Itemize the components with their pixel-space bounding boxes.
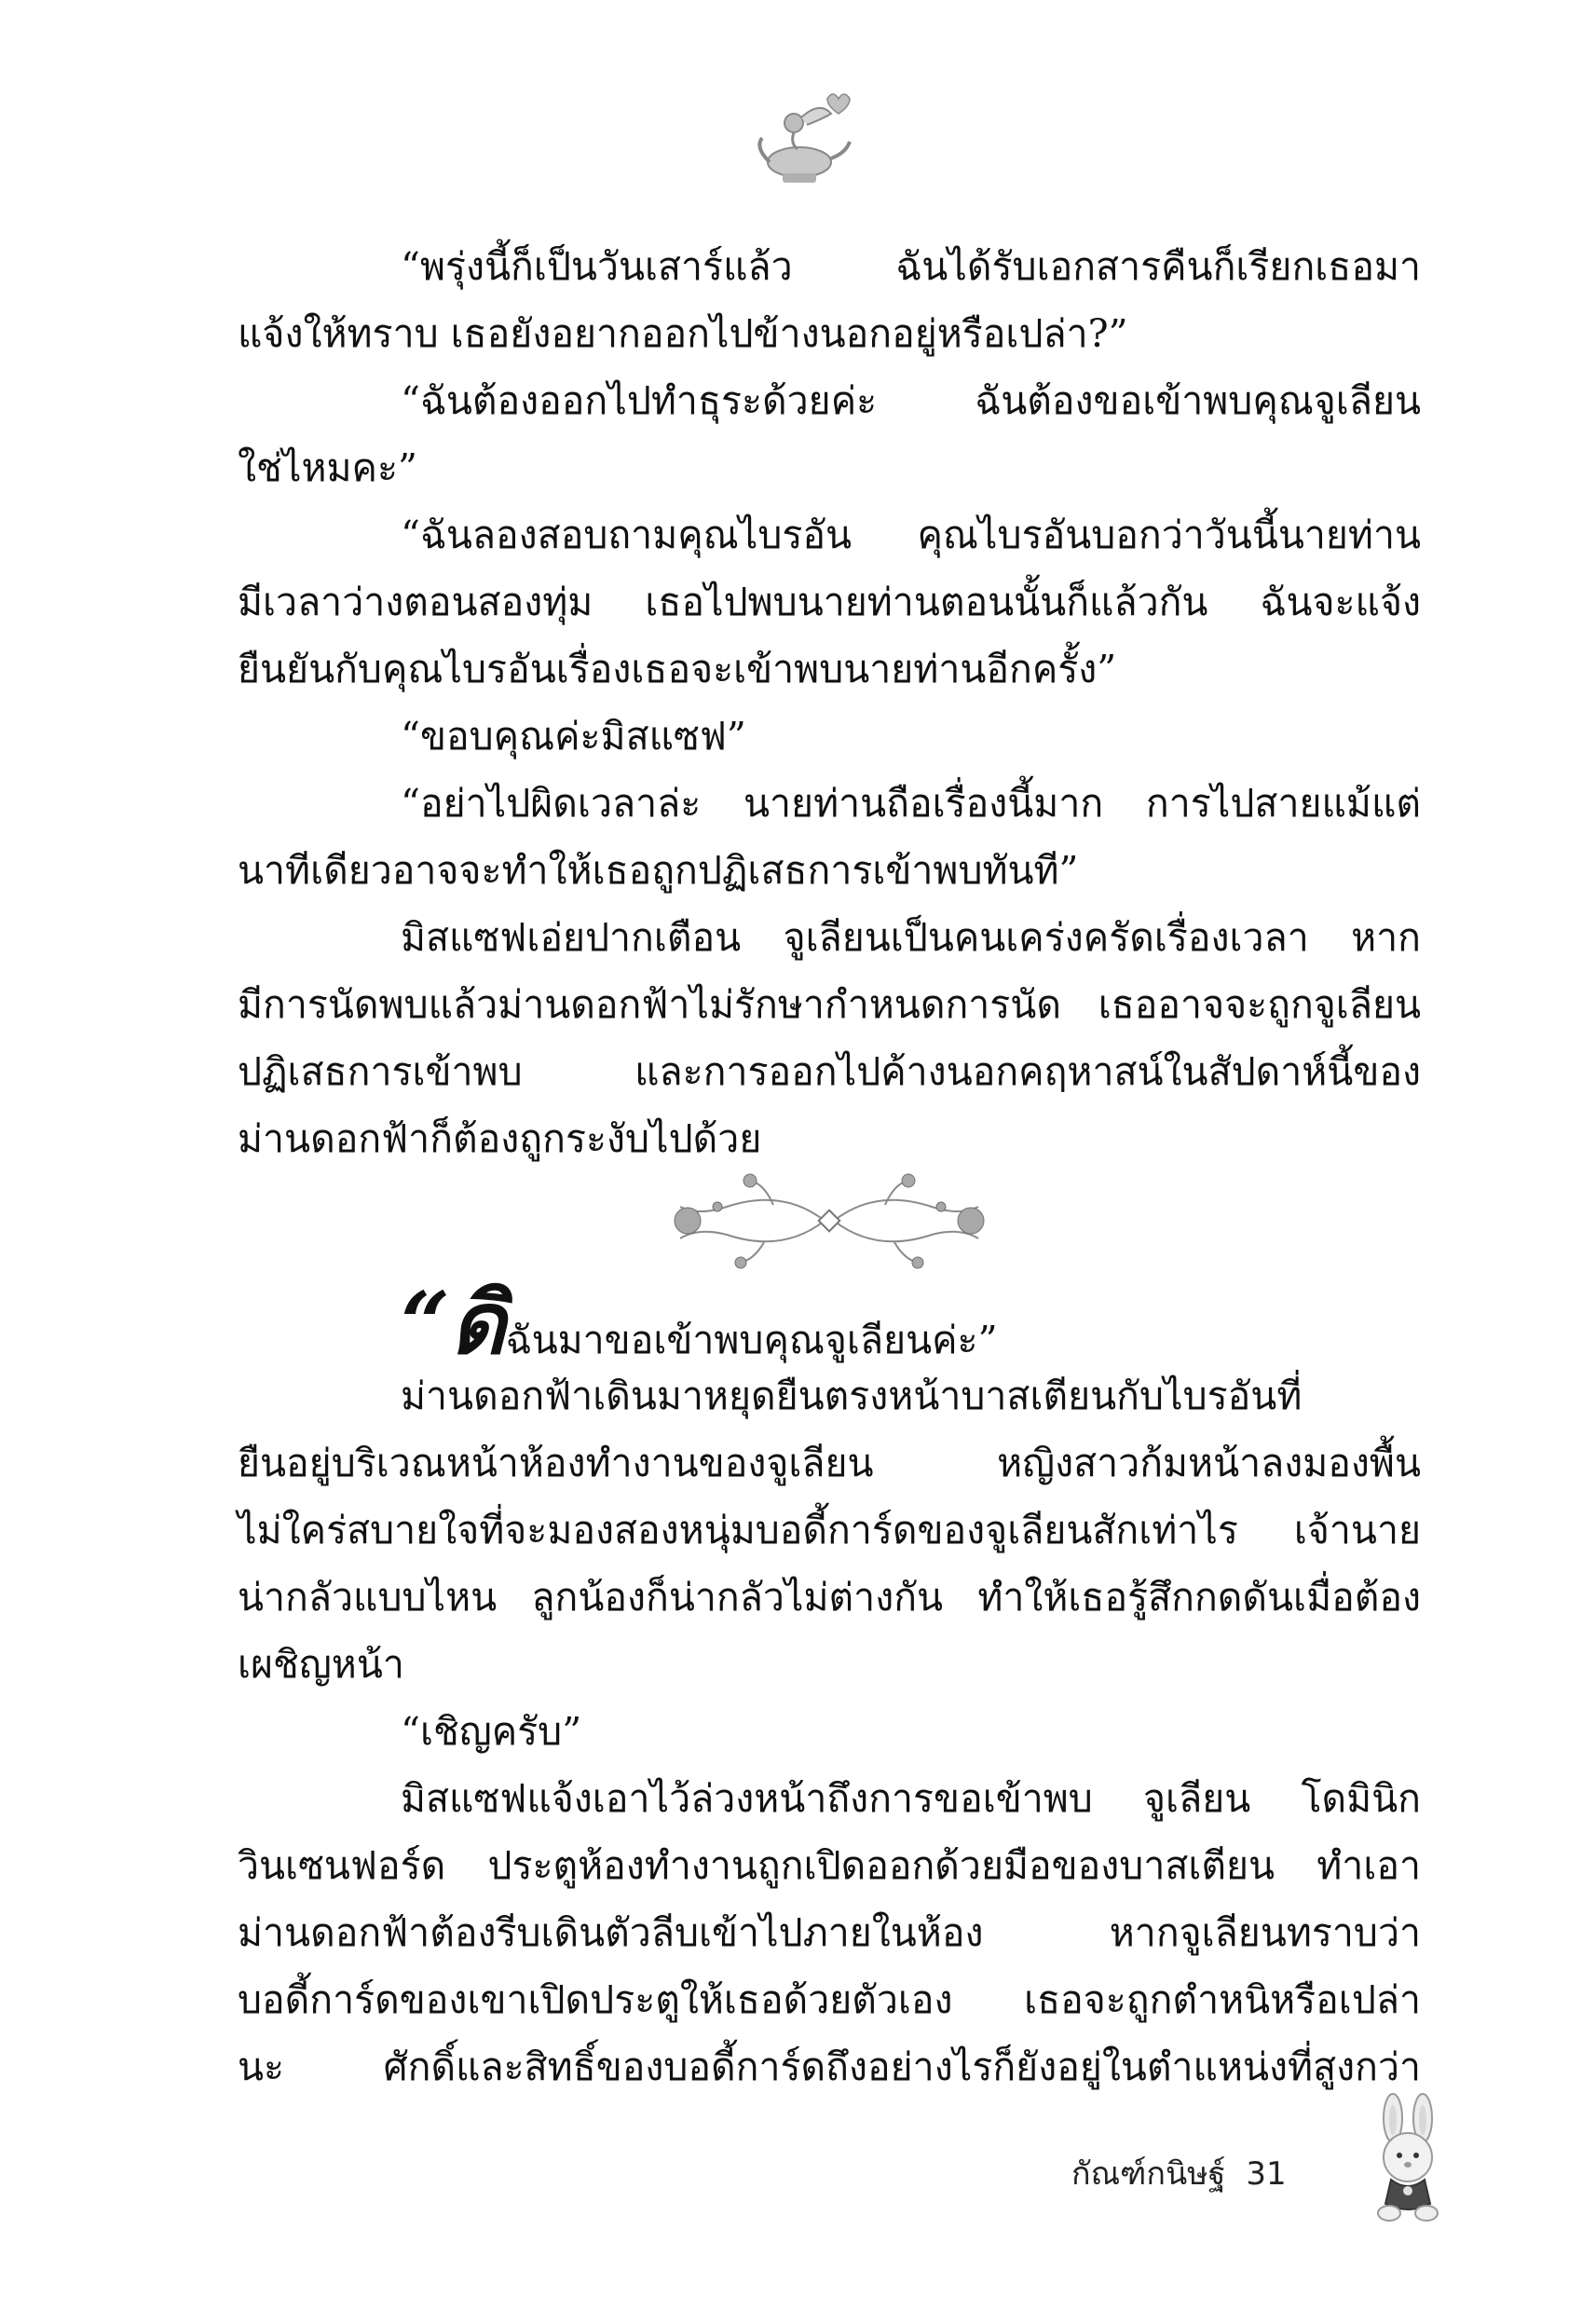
text-line: ยืนยันกับคุณไบรอันเรื่องเธอจะเข้าพบนายท่านอีกครั้ง” [238,647,1117,691]
drop-cap-paragraph [401,1273,998,1374]
text-line: ม่านดอกฟ้าก็ต้องถูกระงับไปด้วย [238,1116,762,1161]
text-line: “เชิญครับ” [401,1709,582,1754]
text-line: ม่านดอกฟ้าต้องรีบเดินตัวลีบเข้าไปภายในห้อง หากจูเลียนทราบว่า [238,1910,1421,1955]
drop-cap-line-text: ฉันมาขอเข้าพบคุณจูเลียนค่ะ” [505,1318,998,1362]
text-line: บอดี้การ์ดของเขาเปิดประตูให้เธอด้วยตัวเอง เธอจะถูกตำหนิหรือเปล่า [238,1977,1421,2022]
text-line: “ฉันลองสอบถามคุณไบรอัน คุณไบรอันบอกว่าวันนี้นายท่าน [401,513,1421,557]
text-line: มิสแซฟเอ่ยปากเตือน จูเลียนเป็นคนเคร่งครัดเรื่องเวลา หาก [401,915,1421,960]
text-line: ม่านดอกฟ้าเดินมาหยุดยืนตรงหน้าบาสเตียนกับไบรอันที่ [401,1374,1303,1418]
text-line: มิสแซฟแจ้งเอาไว้ล่วงหน้าถึงการขอเข้าพบ จูเลียน โดมินิก [401,1776,1421,1821]
drop-cap: “ดิ [401,1273,506,1374]
text-line: น่ากลัวแบบไหน ลูกน้องก็น่ากลัวไม่ต่างกัน ทำให้เธอรู้สึกกดดันเมื่อต้อง [238,1575,1421,1620]
text-line: มีการนัดพบแล้วม่านดอกฟ้าไม่รักษากำหนดการนัด เธออาจจะถูกจูเลียน [238,982,1421,1027]
text-line: นะ ศักดิ์และสิทธิ์ของบอดี้การ์ดถึงอย่างไรก็ยังอยู่ในตำแหน่งที่สูงกว่า [238,2044,1421,2089]
page-footer [1071,2148,1287,2198]
text-section-2 [238,1362,1421,2100]
text-line: ใช่ไหมคะ” [238,445,417,490]
text-line: วินเซนฟอร์ด ประตูห้องทำงานถูกเปิดออกด้วยมือของบาสเตียน ทำเอา [238,1843,1421,1888]
page-number: 31 [1246,2155,1287,2193]
text-line: เผชิญหน้า [238,1642,404,1687]
text-line: “พรุ่งนี้ก็เป็นวันเสาร์แล้ว ฉันได้รับเอกสารคืนก็เรียกเธอมา [401,244,1421,289]
text-line: นาทีเดียวอาจจะทำให้เธอถูกปฏิเสธการเข้าพบทันที” [238,848,1079,893]
book-title: กัณฑ์กนิษฐ์ [1071,2155,1226,2193]
text-line: ยืนอยู่บริเวณหน้าห้องทำงานของจูเลียน หญิงสาวก้มหน้าลงมองพื้น [238,1441,1421,1485]
text-line: มีเวลาว่างตอนสองทุ่ม เธอไปพบนายท่านตอนนั้นก็แล้วกัน ฉันจะแจ้ง [238,580,1421,624]
text-line: “ฉันต้องออกไปทำธุระด้วยค่ะ ฉันต้องขอเข้าพบคุณจูเลียน [401,378,1421,423]
text-line: ปฏิเสธการเข้าพบ และการออกไปค้างนอกคฤหาสน์ในสัปดาห์นี้ของ [238,1049,1421,1094]
text-line: “อย่าไปผิดเวลาล่ะ นายท่านถือเรื่องนี้มาก การไปสายแม้แต่ [401,781,1421,826]
floral-divider-icon [662,1169,997,1272]
bunny-plush-icon [1356,2092,1463,2222]
text-section-1 [238,233,1421,1172]
teapot-cupid-ornament-icon [745,82,857,194]
text-line: ไม่ใคร่สบายใจที่จะมองสองหนุ่มบอดี้การ์ดของจูเลียนสักเท่าไร เจ้านาย [238,1508,1421,1552]
text-line: “ขอบคุณค่ะมิสแซฟ” [401,714,746,759]
text-line: แจ้งให้ทราบ เธอยังอยากออกไปข้างนอกอยู่หรือเปล่า?” [238,311,1128,356]
